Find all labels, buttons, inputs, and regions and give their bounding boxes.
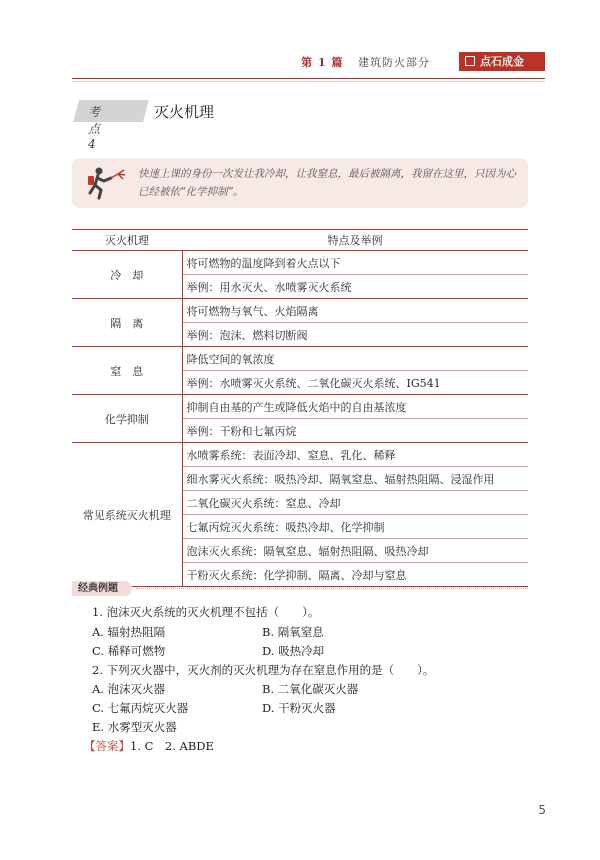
question-2-option-e: E. 水雾型灭火器 — [92, 720, 177, 734]
table-cell: 抑制自由基的产生或降低火焰中的自由基浓度 — [182, 395, 528, 419]
table-cell: 七氟丙烷灭火系统：吸热冷却、化学抑制 — [182, 515, 528, 539]
table-cell: 泡沫灭火系统：隔氧窒息、辐射热阻隔、吸热冷却 — [182, 539, 528, 563]
table-cell: 降低空间的氧浓度 — [182, 347, 528, 371]
table-cell: 举例：干粉和七氟丙烷 — [182, 419, 528, 443]
answer-line — [84, 738, 214, 754]
header-text — [301, 54, 430, 70]
category-cell: 化学抑制 — [72, 395, 182, 443]
table-cell: 举例：用水灭火、水喷雾灭火系统 — [182, 275, 528, 299]
brand-badge — [459, 52, 545, 71]
question-2-option-a: A. 泡沫灭火器 — [92, 682, 166, 696]
table-cell: 二氧化碳灭火系统：窒息、冷却 — [182, 491, 528, 515]
table-cell: 举例：泡沫、燃料切断阀 — [182, 323, 528, 347]
table-cell: 干粉灭火系统：化学抑制、隔离、冷却与窒息 — [182, 563, 528, 587]
brand-label: 点石成金 — [480, 55, 524, 68]
category-cell: 常见系统灭火机理 — [72, 443, 182, 587]
table-cell: 细水雾灭火系统：吸热冷却、隔氧窒息、辐射热阻隔、浸湿作用 — [182, 467, 528, 491]
answer-text: 1. C 2. ABDE — [130, 739, 214, 753]
answer-label: 【答案】 — [84, 739, 130, 753]
table-header: 灭火机理 — [72, 230, 182, 251]
question-2-option-c: C. 七氟丙烷灭火器 — [92, 701, 189, 715]
tip-text: 快速上课的身份一次发让我冷却，让我窒息，最后被隔离，我留在这里，只因为心已经被依“化学抑制”。 — [138, 168, 516, 198]
question-1-option-a: A. 辐射热阻隔 — [92, 625, 166, 639]
table-row — [72, 347, 528, 371]
firefighter-icon — [86, 166, 130, 200]
header-divider — [72, 78, 545, 79]
section-title: 灭火机理 — [154, 103, 215, 121]
table-header-row — [72, 230, 528, 251]
question-1-stem: 1. 泡沫灭火系统的灭火机理不包括（ ）。 — [92, 605, 320, 619]
tip-box — [72, 158, 528, 208]
header-chapter: 第 1 篇 — [301, 56, 344, 69]
table-row — [72, 395, 528, 419]
table-row — [72, 251, 528, 275]
table-cell: 将可燃物的温度降到着火点以下 — [182, 251, 528, 275]
table-row — [72, 299, 528, 323]
category-cell: 隔 离 — [72, 299, 182, 347]
mechanism-table — [72, 229, 528, 587]
question-1-option-d: D. 吸热冷却 — [262, 644, 325, 658]
examples-bar — [72, 581, 528, 597]
examples-label: 经典例题 — [72, 581, 132, 596]
page-number: 5 — [538, 803, 546, 817]
question-2-option-d: D. 干粉灭火器 — [262, 701, 336, 715]
question-2-option-b: B. 二氧化碳灭火器 — [262, 682, 359, 696]
question-1-option-c: C. 稀释可燃物 — [92, 644, 166, 658]
section-tag: 考点 4 — [88, 105, 102, 151]
table-row — [72, 443, 528, 467]
category-cell: 冷 却 — [72, 251, 182, 299]
question-2-stem: 2. 下列灭火器中，灭火剂的灭火机理为存在窒息作用的是（ ）。 — [92, 663, 435, 677]
table-header: 特点及举例 — [182, 230, 528, 251]
page-header — [0, 44, 600, 80]
table-cell: 举例：水喷雾灭火系统、二氧化碳灭火系统、IG541 — [182, 371, 528, 395]
dotted-divider — [136, 588, 528, 589]
section-tag-bg — [73, 100, 149, 122]
table-cell: 水喷雾系统：表面冷却、窒息、乳化、稀释 — [182, 443, 528, 467]
header-divider-thin — [72, 81, 545, 82]
header-section: 建筑防火部分 — [358, 56, 430, 69]
category-cell: 窒 息 — [72, 347, 182, 395]
question-1-option-b: B. 隔氧窒息 — [262, 625, 324, 639]
table-cell: 将可燃物与氧气、火焰隔离 — [182, 299, 528, 323]
square-icon — [465, 56, 475, 66]
